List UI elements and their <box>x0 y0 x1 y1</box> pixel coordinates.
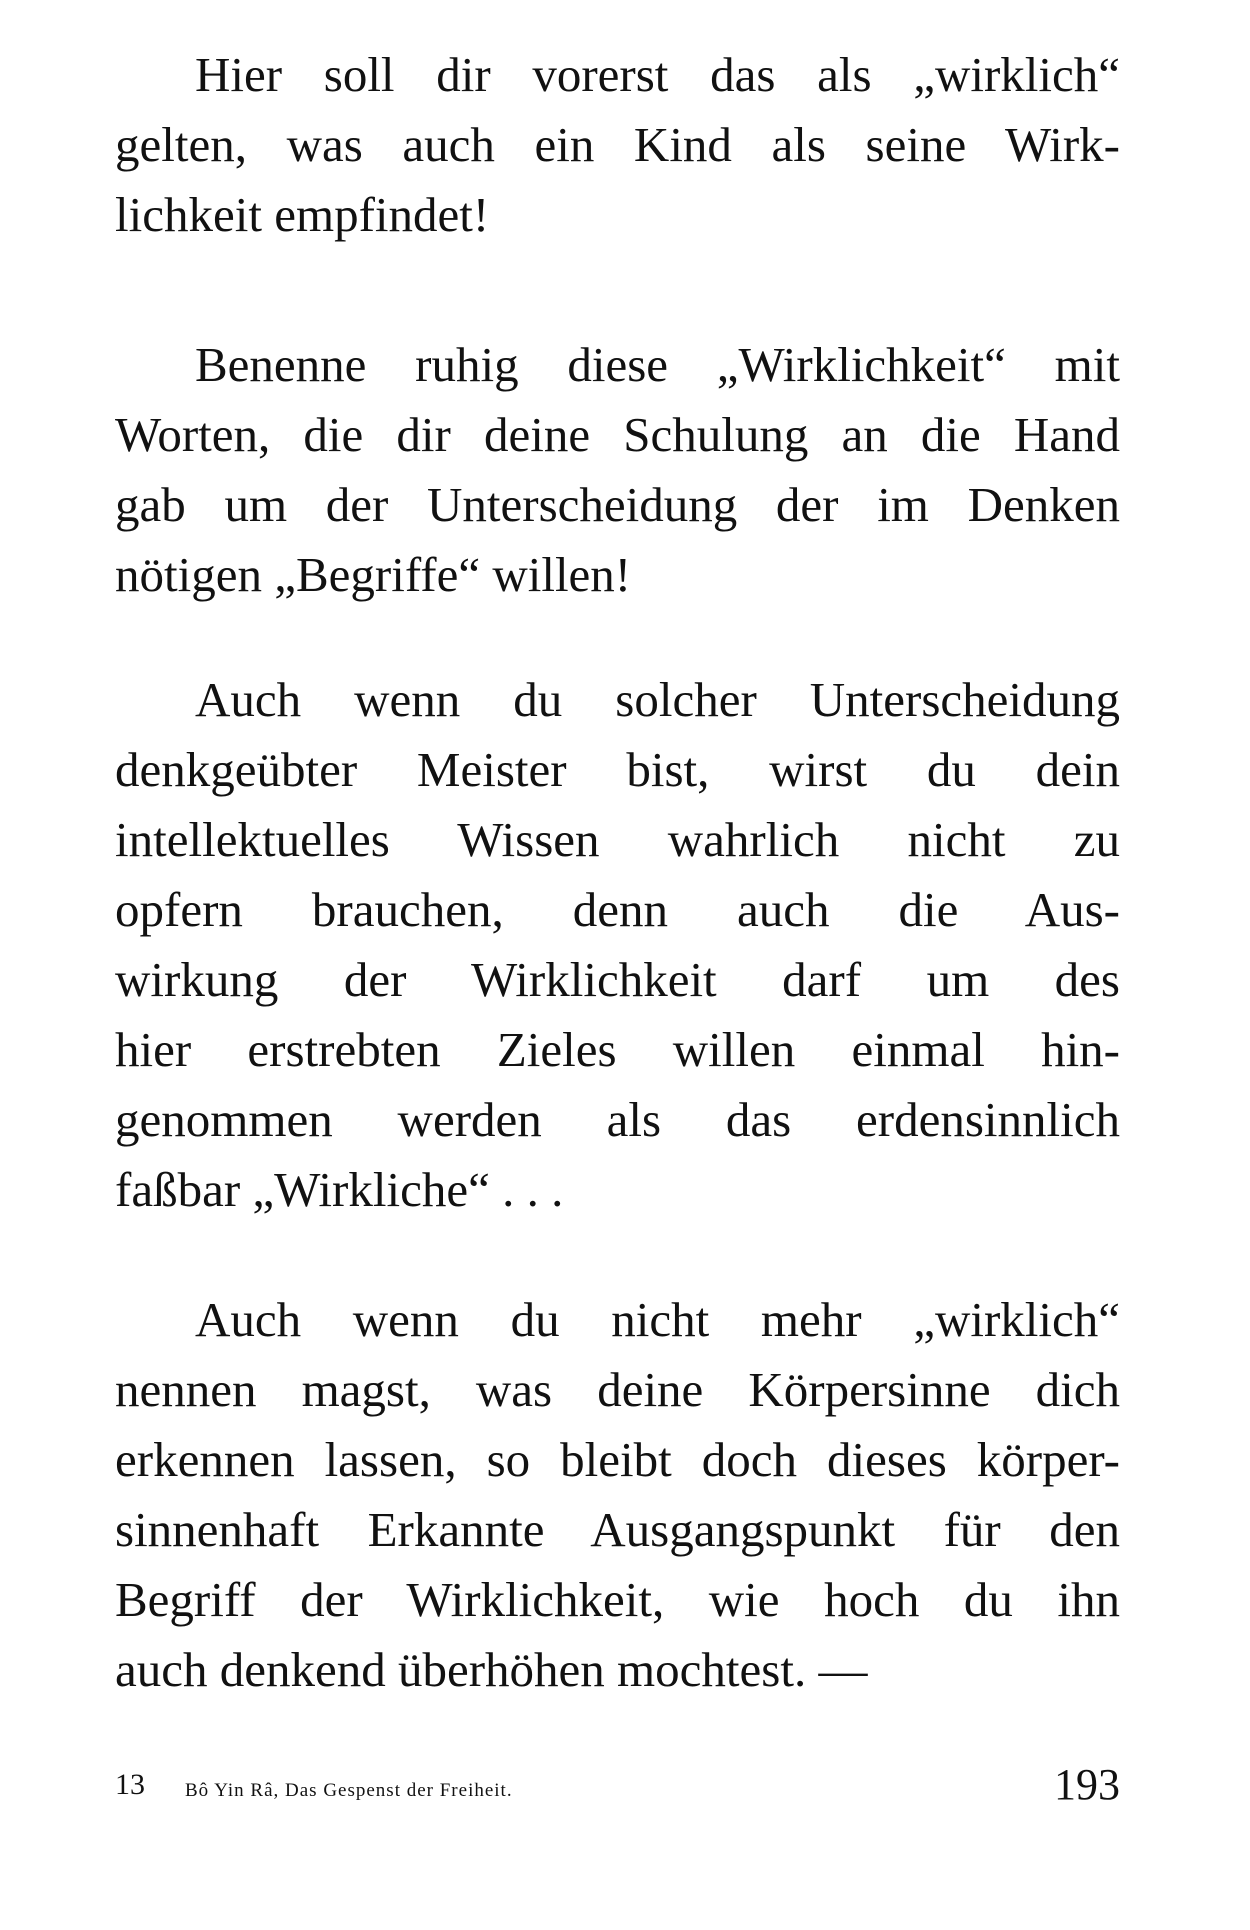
text-line: auch denkend überhöhen mochtest. — <box>115 1642 868 1697</box>
running-head: Bô Yin Râ, Das Gespenst der Freiheit. <box>185 1780 513 1801</box>
text-line: denkgeübter Meister bist, wirst du dein <box>115 742 1120 797</box>
text-line: Auch wenn du nicht mehr „wirklich“ <box>195 1292 1120 1347</box>
text-line: sinnenhaft Erkannte Ausgangspunkt für den <box>115 1502 1120 1557</box>
text-line: erkennen lassen, so bleibt doch dieses körper- <box>115 1432 1120 1487</box>
text-line: lichkeit empfindet! <box>115 187 490 242</box>
text-line: hier erstrebten Zieles willen einmal hin- <box>115 1022 1120 1077</box>
page-footer <box>115 1760 1120 1810</box>
signature-mark: 13 <box>115 1768 145 1801</box>
text-line: opfern brauchen, denn auch die Aus- <box>115 882 1120 937</box>
text-line: genommen werden als das erdensinnlich <box>115 1092 1120 1147</box>
text-line: faßbar „Wirkliche“ . . . <box>115 1162 564 1217</box>
text-line: intellektuelles Wissen wahrlich nicht zu <box>115 812 1120 867</box>
page-number: 193 <box>1054 1760 1120 1809</box>
text-line: nennen magst, was deine Körpersinne dich <box>115 1362 1120 1417</box>
text-line: gab um der Unterscheidung der im Denken <box>115 477 1120 532</box>
paragraph-2 <box>115 330 1120 610</box>
text-line: Hier soll dir vorerst das als „wirklich“ <box>195 47 1120 102</box>
text-line: Benenne ruhig diese „Wirklichkeit“ mit <box>195 337 1120 392</box>
paragraph-4 <box>115 1285 1120 1705</box>
text-line: Auch wenn du solcher Unterscheidung <box>195 672 1120 727</box>
text-line: Worten, die dir deine Schulung an die Hand <box>115 407 1120 462</box>
text-line: gelten, was auch ein Kind als seine Wirk- <box>115 117 1120 172</box>
text-line: nötigen „Begriffe“ willen! <box>115 547 632 602</box>
text-line: Begriff der Wirklichkeit, wie hoch du ihn <box>115 1572 1120 1627</box>
paragraph-3 <box>115 665 1120 1225</box>
text-line: wirkung der Wirklichkeit darf um des <box>115 952 1120 1007</box>
paragraph-1 <box>115 40 1120 250</box>
